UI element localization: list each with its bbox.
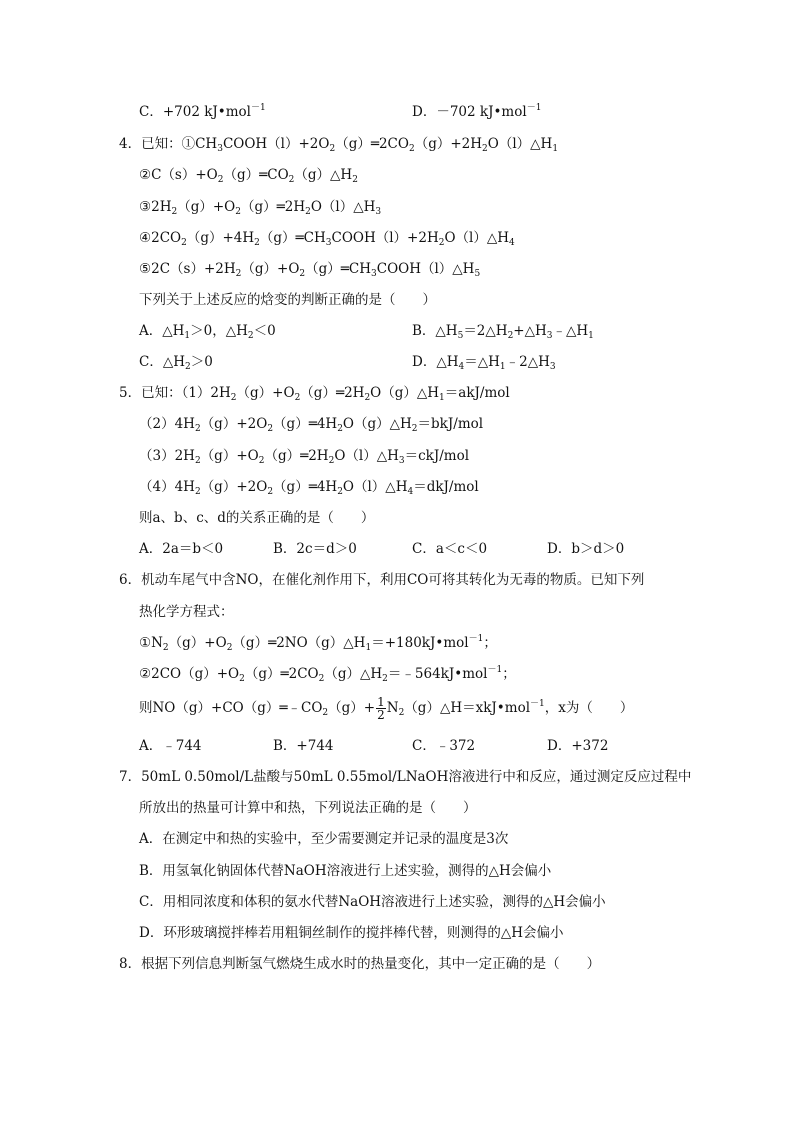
q4-question: 下列关于上述反应的焓变的判断正确的是（ ） [139,292,436,308]
q6-stem-line1: 6．机动车尾气中含NO，在催化剂作用下，利用CO可将其转化为无毒的物质。已知下列 [119,572,645,588]
q5-stem: 5．已知：$(1)2H_2(g)+O_2(g)═2H_2O(g)\triangle H_1=akJ$/mol [119,385,510,403]
q5-equation-2: $(2)4H_2(g)+2O_2(g)═4H_2O(g)\triangle H_2=bkJ$/mol [139,416,484,434]
q7-option-b: B．用氢氧化钠固体代替NaOH溶液进行上述实验，测得的△H会偏小 [139,863,552,879]
q6-option-b: B．+744 [273,738,334,754]
fraction-one-half: $\frac{1}{2}$ [377,695,385,722]
q4-option-b: B．$\triangle H_5=2\triangle H_2+\triangle H_3﹣\triangle H_1$ [412,323,594,341]
q6-option-c: C．﹣372 [412,738,476,754]
q6-option-d: D．+372 [547,738,609,754]
q7-option-c: C．用相同浓度和体积的氨水代替NaOH溶液进行上述实验，测得的△H会偏小 [139,894,606,910]
q6-target-equation: 则$NO(g)+CO(g)═﹣CO_2(g)+$ $\frac{1}{2}$ $N_2(g)\triangle H=xkJ•mol^{-1}$，x为（ ） [139,695,634,722]
q5-option-d: D．b＞d＞0 [547,541,625,557]
q5-option-c: C．a＜c＜0 [412,541,488,557]
q6-equation-1: $①N_2(g)+O_2(g)═2NO(g)\triangle H_1=+180kJ•mol^{-1}$； [139,634,497,653]
q3-option-d: D．－702 kJ•mol$^{-1}$ [412,103,542,120]
q6-option-a: A．﹣744 [139,738,202,754]
q6-stem-line2: 热化学方程式： [139,604,234,620]
q4-reaction-4: $④2CO_2(g)+4H_2(g)═CH_3COOH(l)+2H_2O(l)\triangle H_4$ [139,230,515,248]
q4-reaction-5: $⑤2C(s)+2H_2(g)+O_2(g)═CH_3COOH(l)\triangle H_5$ [139,261,481,279]
q4-reaction-2: $②C(s)+O_2(g)═CO_2(g)\triangle H_2$ [139,167,358,185]
q4-option-c: C．$\triangle H_2>0$ [139,354,213,372]
q5-option-a: A．2a＝b＜0 [139,541,224,557]
q4-reaction-3: $③2H_2(g)+O_2(g)═2H_2O(l)\triangle H_3$ [139,199,382,217]
q5-option-b: B．2c＝d＞0 [273,541,357,557]
q3-option-c: C．+702 kJ•mol$^{-1}$ [139,103,266,120]
q8-stem: 8．根据下列信息判断氢气燃烧生成水时的热量变化，其中一定正确的是（ ） [119,956,601,972]
q7-option-d: D．环形玻璃搅拌棒若用粗铜丝制作的搅拌棒代替，则测得的△H会偏小 [139,925,564,941]
q5-equation-3: $(3)2H_2(g)+O_2(g)═2H_2O(l)\triangle H_3=ckJ$/mol [139,448,470,466]
q6-equation-2: $②2CO(g)+O_2(g)═2CO_2(g)\triangle H_2=﹣564kJ•mol^{-1}$； [139,665,516,684]
q5-question: 则a、b、c、d的关系正确的是（ ） [139,510,375,526]
q7-option-a: A．在测定中和热的实验中，至少需要测定并记录的温度是3次 [139,831,509,847]
q5-equation-4: $(4)4H_2(g)+2O_2(g)═4H_2O(l)\triangle H_4=dkJ$/mol [139,479,479,497]
q4-stem: 4．已知：$①CH_3COOH(l)+2O_2(g)═2CO_2(g)+2H_2O(l)\triangle H_1$ [119,136,559,154]
q4-option-d: D．$\triangle H_4=\triangle H_1﹣2\triangle H_3$ [412,354,556,372]
q4-option-a: A．$\triangle H_1>0$，$\triangle H_2<0$ [139,323,276,341]
q7-stem-line2: 所放出的热量可计算中和热，下列说法正确的是（ ） [139,800,477,816]
q7-stem-line1: 7．50mL 0.50mol/L盐酸与50mL 0.55mol/LNaOH溶液进行中和反应，通过测定反应过程中 [119,769,692,785]
